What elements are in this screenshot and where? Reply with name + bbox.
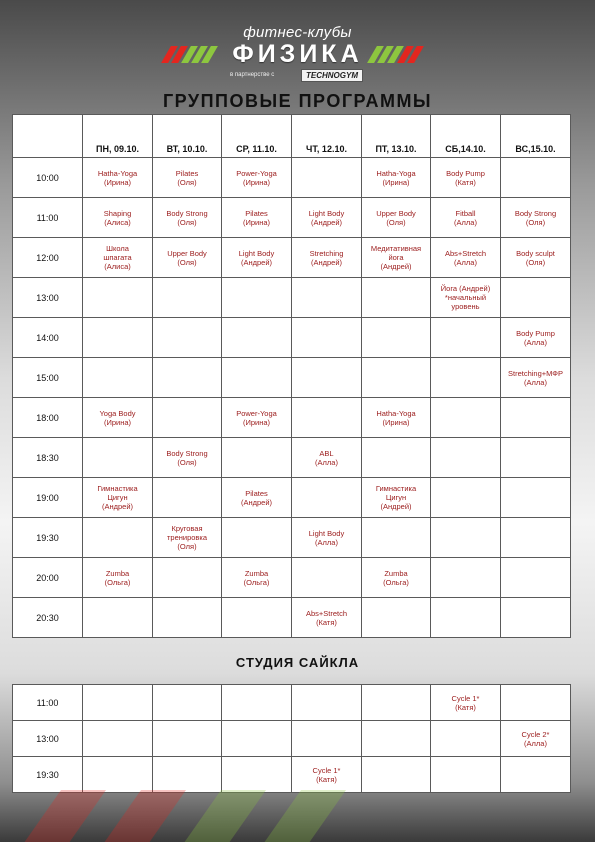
empty-cell (501, 278, 571, 318)
empty-cell (362, 438, 431, 478)
class-cell: Гимнастика Цигун (Андрей) (362, 478, 431, 518)
corner-cell (13, 115, 83, 158)
empty-cell (501, 558, 571, 598)
empty-cell (292, 558, 362, 598)
class-cell: Body Strong (Оля) (153, 198, 222, 238)
empty-cell (292, 318, 362, 358)
empty-cell (362, 358, 431, 398)
class-cell: Zumba (Ольга) (362, 558, 431, 598)
day-header-2: ВТ, 10.10. (153, 115, 222, 158)
time-cell: 11:00 (13, 198, 83, 238)
empty-cell (431, 358, 501, 398)
empty-cell (362, 598, 431, 638)
schedule-row (13, 198, 571, 238)
empty-cell (292, 685, 362, 721)
empty-cell (431, 318, 501, 358)
empty-cell (83, 518, 153, 558)
empty-cell (501, 398, 571, 438)
time-cell: 10:00 (13, 158, 83, 198)
class-cell: Abs+Stretch (Алла) (431, 238, 501, 278)
time-cell: 12:00 (13, 238, 83, 278)
class-cell: Stretching+МФР (Алла) (501, 358, 571, 398)
class-cell: Body Pump (Катя) (431, 158, 501, 198)
class-cell: Hatha-Yoga (Ирина) (83, 158, 153, 198)
time-cell: 11:00 (13, 685, 83, 721)
empty-cell (362, 685, 431, 721)
empty-cell (501, 438, 571, 478)
class-cell: Pilates (Оля) (153, 158, 222, 198)
class-cell: Pilates (Ирина) (222, 198, 292, 238)
class-cell: Pilates (Андрей) (222, 478, 292, 518)
empty-cell (222, 278, 292, 318)
empty-cell (153, 757, 222, 793)
empty-cell (292, 721, 362, 757)
empty-cell (222, 358, 292, 398)
class-cell: Медитативная йога (Андрей) (362, 238, 431, 278)
time-cell: 19:30 (13, 757, 83, 793)
empty-cell (83, 318, 153, 358)
empty-cell (153, 318, 222, 358)
empty-cell (431, 398, 501, 438)
empty-cell (362, 757, 431, 793)
class-cell: Power-Yoga (Ирина) (222, 398, 292, 438)
schedule-row (13, 478, 571, 518)
class-cell: ABL (Алла) (292, 438, 362, 478)
class-cell: Light Body (Алла) (292, 518, 362, 558)
cycle-studio-title: СТУДИЯ САЙКЛА (235, 655, 360, 670)
class-cell: Йога (Андрей) *начальный уровень (431, 278, 501, 318)
class-cell: Гимнастика Цигун (Андрей) (83, 478, 153, 518)
empty-cell (362, 278, 431, 318)
schedule-row (13, 318, 571, 358)
time-cell: 19:00 (13, 478, 83, 518)
class-cell: Hatha-Yoga (Ирина) (362, 398, 431, 438)
day-header-3: СР, 11.10. (222, 115, 292, 158)
day-header-4: ЧТ, 12.10. (292, 115, 362, 158)
class-cell: Body Strong (Оля) (153, 438, 222, 478)
schedule-row (13, 238, 571, 278)
empty-cell (83, 598, 153, 638)
cycle-row (13, 685, 571, 721)
empty-cell (292, 478, 362, 518)
empty-cell (222, 318, 292, 358)
empty-cell (222, 757, 292, 793)
cycle-row (13, 721, 571, 757)
table-header-row (13, 115, 571, 158)
class-cell: Shaping (Алиса) (83, 198, 153, 238)
empty-cell (222, 518, 292, 558)
partner-text: в партнерстве с (230, 72, 275, 78)
class-cell: Yoga Body (Ирина) (83, 398, 153, 438)
empty-cell (153, 598, 222, 638)
day-header-1: ПН, 09.10. (83, 115, 153, 158)
empty-cell (222, 438, 292, 478)
time-cell: 20:30 (13, 598, 83, 638)
time-cell: 18:30 (13, 438, 83, 478)
empty-cell (222, 721, 292, 757)
schedule-row (13, 278, 571, 318)
empty-cell (431, 721, 501, 757)
empty-cell (501, 518, 571, 558)
time-cell: 13:00 (13, 278, 83, 318)
cycle-row (13, 757, 571, 793)
time-cell: 14:00 (13, 318, 83, 358)
empty-cell (153, 478, 222, 518)
empty-cell (153, 358, 222, 398)
empty-cell (292, 278, 362, 318)
schedule-row (13, 518, 571, 558)
empty-cell (431, 558, 501, 598)
class-cell: Школа шпагата (Алиса) (83, 238, 153, 278)
empty-cell (362, 721, 431, 757)
class-cell: Abs+Stretch (Катя) (292, 598, 362, 638)
empty-cell (83, 685, 153, 721)
class-cell: Body sculpt (Оля) (501, 238, 571, 278)
empty-cell (362, 518, 431, 558)
empty-cell (153, 398, 222, 438)
cycle-studio-table (12, 684, 571, 793)
group-programs-table (12, 114, 571, 638)
empty-cell (431, 598, 501, 638)
empty-cell (222, 685, 292, 721)
empty-cell (83, 438, 153, 478)
class-cell: Zumba (Ольга) (222, 558, 292, 598)
class-cell: Upper Body (Оля) (362, 198, 431, 238)
time-cell: 20:00 (13, 558, 83, 598)
empty-cell (83, 757, 153, 793)
empty-cell (222, 598, 292, 638)
day-header-5: ПТ, 13.10. (362, 115, 431, 158)
day-header-6: СБ,14.10. (431, 115, 501, 158)
class-cell: Power-Yoga (Ирина) (222, 158, 292, 198)
decorative-stripes-icon (0, 790, 595, 842)
class-cell: Stretching (Андрей) (292, 238, 362, 278)
empty-cell (501, 757, 571, 793)
day-header-7: ВС,15.10. (501, 115, 571, 158)
class-cell: Zumba (Ольга) (83, 558, 153, 598)
header (0, 0, 595, 118)
brand-tagline: фитнес-клубы (243, 24, 352, 41)
class-cell: Body Strong (Оля) (501, 198, 571, 238)
class-cell: Cycle 1* (Катя) (292, 757, 362, 793)
empty-cell (292, 158, 362, 198)
class-cell: Fitball (Алла) (431, 198, 501, 238)
class-cell: Light Body (Андрей) (292, 198, 362, 238)
time-cell: 13:00 (13, 721, 83, 757)
schedule-row (13, 398, 571, 438)
empty-cell (431, 438, 501, 478)
schedule-row (13, 358, 571, 398)
class-cell: Light Body (Андрей) (222, 238, 292, 278)
schedule-row (13, 158, 571, 198)
empty-cell (501, 478, 571, 518)
brand-logo: ФИЗИКА (232, 40, 363, 68)
brand-stripes-right-icon (372, 46, 422, 68)
empty-cell (153, 721, 222, 757)
class-cell: Cycle 1* (Катя) (431, 685, 501, 721)
empty-cell (153, 278, 222, 318)
time-cell: 15:00 (13, 358, 83, 398)
empty-cell (83, 721, 153, 757)
empty-cell (292, 398, 362, 438)
empty-cell (292, 358, 362, 398)
empty-cell (431, 478, 501, 518)
class-cell: Hatha-Yoga (Ирина) (362, 158, 431, 198)
empty-cell (431, 757, 501, 793)
empty-cell (431, 518, 501, 558)
schedule-row (13, 598, 571, 638)
technogym-logo: TECHNOGYM (301, 69, 363, 82)
empty-cell (153, 558, 222, 598)
empty-cell (501, 685, 571, 721)
empty-cell (153, 685, 222, 721)
class-cell: Cycle 2* (Алла) (501, 721, 571, 757)
empty-cell (362, 318, 431, 358)
class-cell: Body Pump (Алла) (501, 318, 571, 358)
empty-cell (83, 278, 153, 318)
schedule-row (13, 558, 571, 598)
empty-cell (501, 598, 571, 638)
time-cell: 18:00 (13, 398, 83, 438)
time-cell: 19:30 (13, 518, 83, 558)
empty-cell (83, 358, 153, 398)
class-cell: Upper Body (Оля) (153, 238, 222, 278)
schedule-row (13, 438, 571, 478)
page-title: ГРУППОВЫЕ ПРОГРАММЫ (162, 91, 433, 111)
empty-cell (501, 158, 571, 198)
class-cell: Круговая тренировка (Оля) (153, 518, 222, 558)
